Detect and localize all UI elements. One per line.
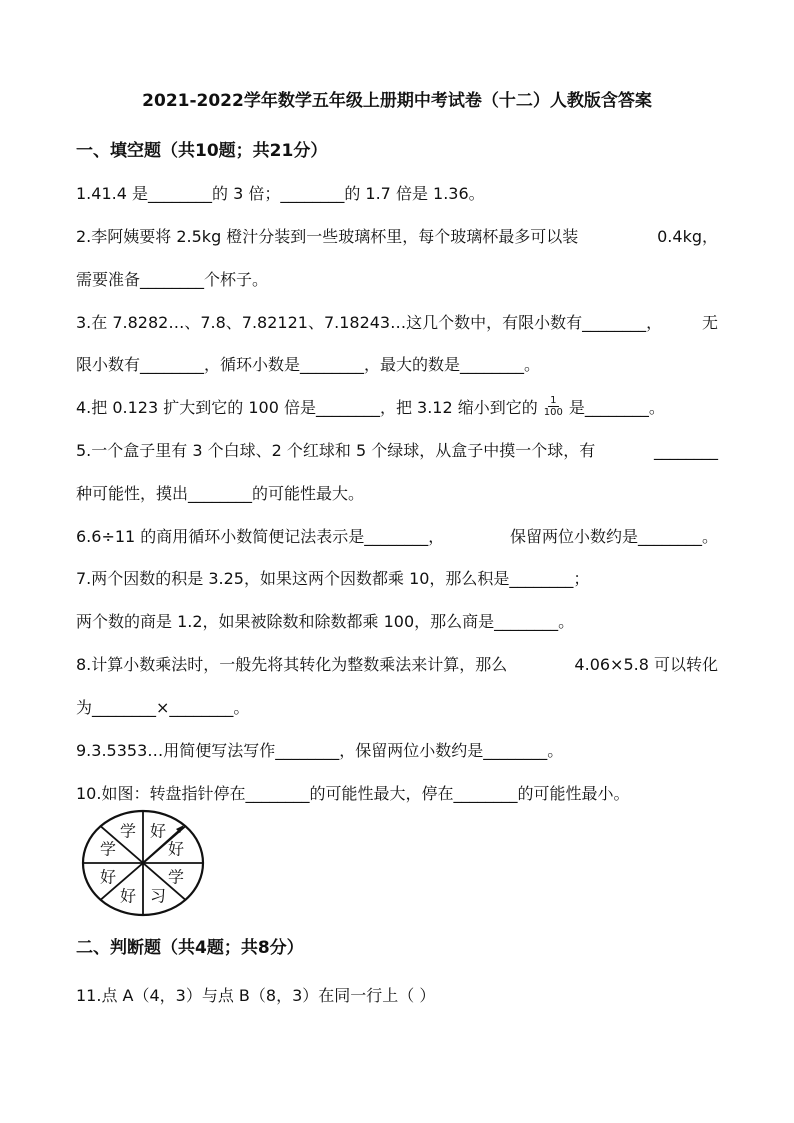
fraction-denominator: 100	[543, 407, 563, 418]
question-9: 9.3.5353…用简便写法写作________，保留两位小数约是________。	[76, 741, 564, 760]
spinner-sector-label: 学	[167, 867, 185, 887]
question-6-text-a: 6.6÷11 的商用循环小数简便记法表示是________，	[76, 527, 445, 546]
question-7-line-1: 7.两个因数的积是 3.25，如果这两个因数都乘 10，那么积是________；	[76, 569, 590, 588]
question-8-line-1	[76, 654, 718, 676]
question-3-line-2: 限小数有________，循环小数是________，最大的数是________。	[76, 355, 541, 374]
question-5-text-a: 5.一个盒子里有 3 个白球、2 个红球和 5 个绿球，从盒子中摸一个球，有	[76, 441, 596, 460]
question-8-line-2: 为________×________。	[76, 698, 250, 717]
spinner-center	[141, 861, 145, 865]
section-heading-fill-blank: 一、填空题（共10题；共21分）	[76, 141, 328, 161]
spinner-sector-label: 好	[99, 867, 117, 887]
fraction-numerator: 1	[550, 395, 557, 406]
question-4-text-a: 4.把 0.123 扩大到它的 100 倍是________，把 3.12 缩小到它的	[76, 398, 538, 417]
fraction-one-hundredth	[542, 395, 565, 418]
page-title: 2021-2022学年数学五年级上册期中考试卷（十二）人教版含答案	[142, 91, 652, 111]
question-3-line-1	[76, 312, 718, 334]
question-3-text-b: 无	[701, 313, 718, 332]
question-6	[76, 526, 718, 548]
question-1: 1.41.4 是________的 3 倍；________的 1.7 倍是 1.36。	[76, 184, 485, 203]
question-2-text-a: 2.李阿姨要将 2.5kg 橙汁分装到一些玻璃杯里，每个玻璃杯最多可以装	[76, 227, 579, 246]
section-heading-judge: 二、判断题（共4题；共8分）	[76, 938, 304, 958]
question-2-text-b: 0.4kg，	[657, 227, 718, 246]
question-8-text-b: 4.06×5.8 可以转化	[574, 655, 718, 674]
question-5-line-2: 种可能性，摸出________的可能性最大。	[76, 484, 365, 503]
question-3-text-a: 3.在 7.8282…、7.8、7.82121、7.18243…这几个数中，有限小数有________，	[76, 313, 663, 332]
spinner-sector-label: 好	[119, 886, 137, 906]
question-4	[76, 397, 665, 420]
question-5-text-b: ________	[654, 441, 718, 460]
question-6-text-b: 保留两位小数约是________。	[509, 527, 718, 546]
question-8-text-a: 8.计算小数乘法时，一般先将其转化为整数乘法来计算，那么	[76, 655, 508, 674]
question-2-line-1	[76, 226, 718, 248]
spinner-sector-label: 好	[149, 821, 167, 841]
question-2-line-2: 需要准备________个杯子。	[76, 270, 269, 289]
spinner-diagram	[80, 808, 206, 918]
question-7-line-2: 两个数的商是 1.2，如果被除数和除数都乘 100，那么商是________。	[76, 612, 575, 631]
question-4-text-b: 是________。	[568, 398, 665, 417]
question-11: 11.点 A（4，3）与点 B（8，3）在同一行上（ ）	[76, 986, 436, 1005]
spinner-sector-label: 学	[99, 839, 117, 859]
spinner-sector-label: 习	[149, 886, 167, 906]
spinner-sector-label: 好	[167, 839, 185, 859]
question-5-line-1	[76, 440, 718, 462]
question-10: 10.如图：转盘指针停在________的可能性最大，停在________的可能性最小。	[76, 784, 630, 803]
spinner-sector-label: 学	[119, 821, 137, 841]
